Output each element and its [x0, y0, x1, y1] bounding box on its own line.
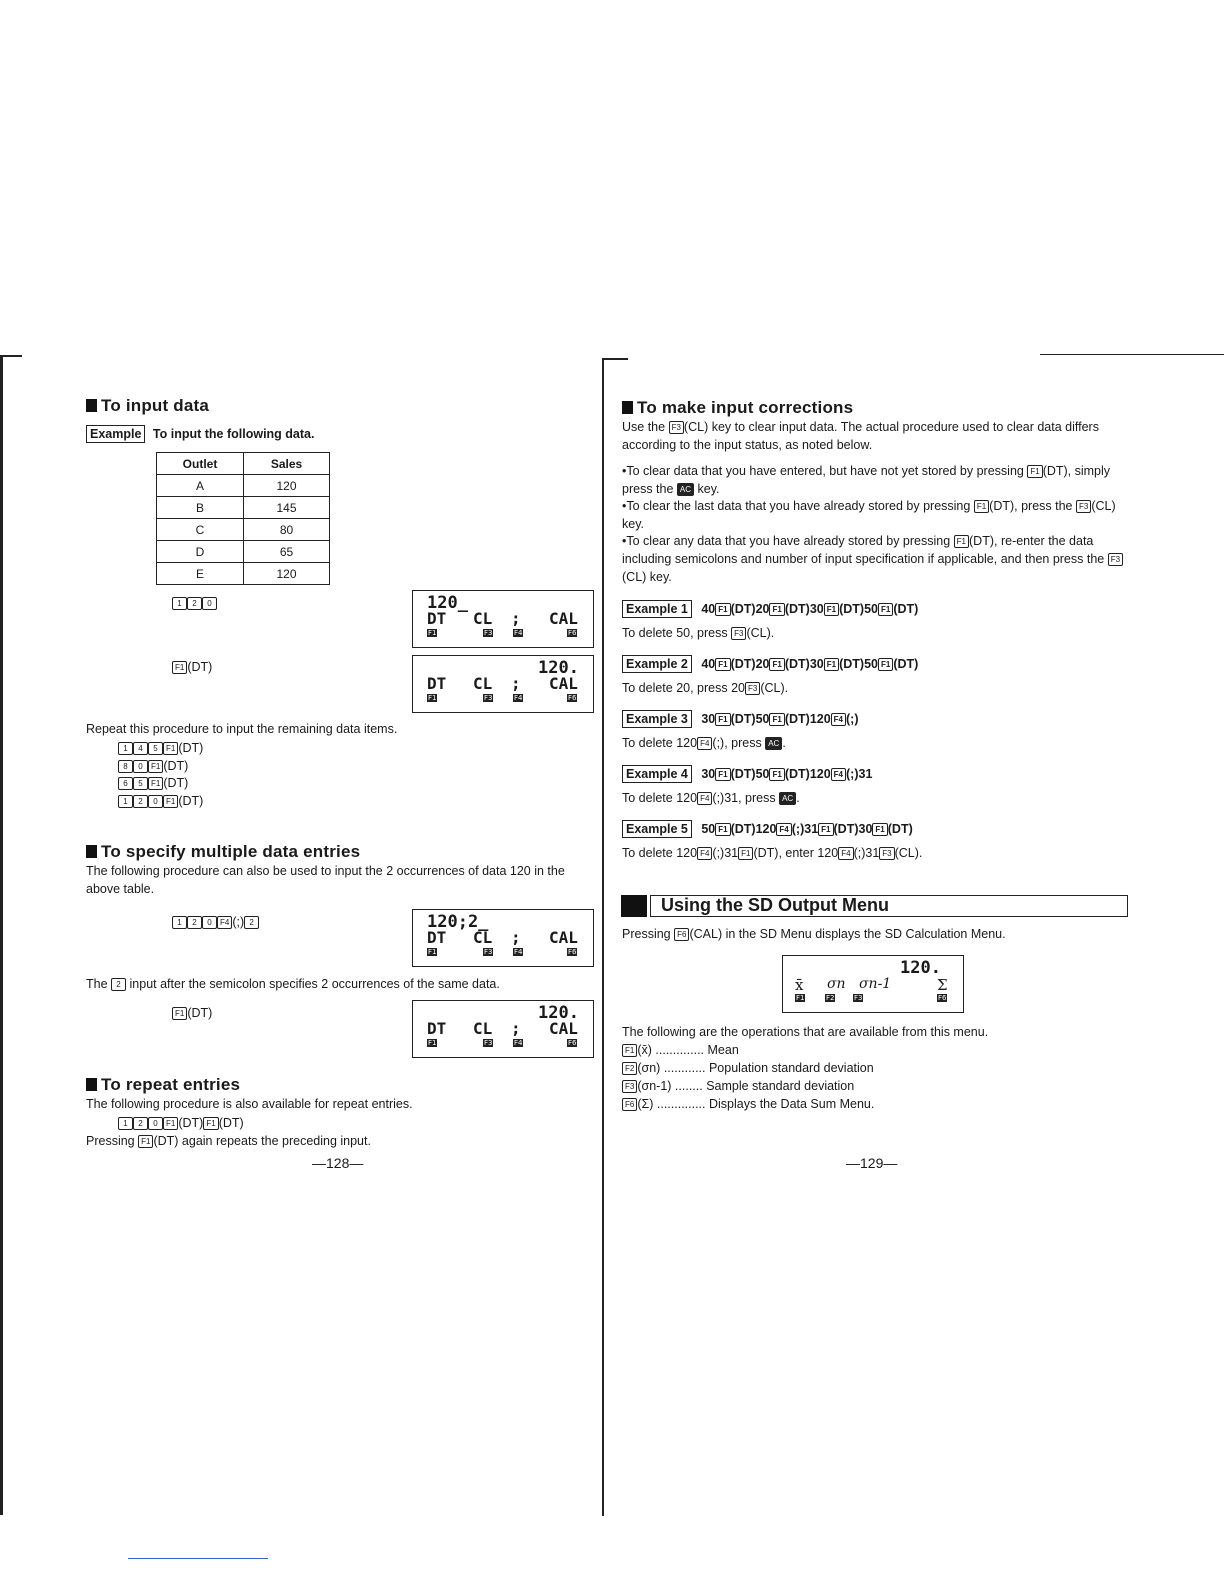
sd-intro-post: (CAL) in the SD Menu displays the SD Calculation Menu. [689, 927, 1006, 941]
operation-desc: Mean [707, 1043, 739, 1057]
sequence-text: (DT)50 [730, 712, 770, 726]
operation-desc: Population standard deviation [708, 1061, 874, 1075]
lcd-line1: 120. [538, 658, 579, 678]
keystroke-f1-dt-2 [172, 1004, 212, 1022]
sequence-text: (;), press [712, 736, 766, 750]
key-f1-icon: F1 [715, 658, 730, 671]
page-number-left: —128— [312, 1155, 364, 1171]
lcd-f1-icon: F1 [428, 1039, 437, 1047]
sequence-text: To delete 120 [622, 736, 698, 750]
lcd-f1-icon: F1 [428, 629, 437, 637]
example-sequence [701, 822, 912, 836]
heading-text: To specify multiple data entries [101, 842, 361, 861]
key-f3-icon: F3 [745, 682, 760, 695]
right-top-line [1040, 354, 1224, 355]
center-top-corner [602, 358, 628, 360]
left-binding-line [0, 355, 3, 1515]
heading-corrections [622, 398, 853, 418]
key-f3: F3 [1108, 553, 1123, 566]
lcd-f3-icon: F3 [484, 694, 493, 702]
key-f1-icon: F1 [818, 823, 833, 836]
press-pre: Pressing [86, 1134, 135, 1148]
key-f1-icon: F1 [715, 768, 730, 781]
lcd-f3-icon: F3 [484, 1039, 493, 1047]
table-cell: 120 [244, 475, 330, 497]
sequence-text: (DT)20 [730, 657, 770, 671]
key-1: 1 [172, 916, 187, 929]
table-cell: D [157, 541, 244, 563]
example-2-delete [622, 679, 788, 697]
key-f4-icon: F4 [838, 847, 853, 860]
keystroke-multiple [172, 913, 259, 931]
key-f1-icon: F1 [769, 603, 784, 616]
sequence-text: (DT) [893, 657, 919, 671]
sequence-text: 30 [701, 767, 716, 781]
key-0: 0 [148, 795, 163, 808]
table-header-outlet: Outlet [157, 453, 244, 475]
key-f1-icon: F1 [769, 713, 784, 726]
operation-row-sample [622, 1077, 854, 1095]
lcd-f3-icon: F3 [484, 948, 493, 956]
repeat-row-1 [118, 739, 203, 757]
lcd-menu-cl: CL [473, 674, 493, 693]
left-top-corner [0, 355, 22, 357]
key-f4-icon: F4 [776, 823, 791, 836]
heading-multiple-entries [86, 842, 360, 862]
key-f4: F4 [217, 916, 232, 929]
pressing-again-text [86, 1132, 371, 1150]
lcd-f6-icon: F6 [568, 1039, 577, 1047]
operation-name: (σn) [637, 1061, 661, 1075]
sequence-text: (DT)120 [784, 767, 831, 781]
operation-name: (x̄) [637, 1043, 652, 1057]
page-number-right: —129— [846, 1155, 898, 1171]
key-f1: F1 [163, 795, 178, 808]
lcd-f3-icon: F3 [854, 994, 863, 1002]
key-6: 6 [118, 777, 133, 790]
example-line [86, 425, 314, 443]
table-header-sales: Sales [244, 453, 330, 475]
lcd-display-1 [412, 590, 594, 648]
repeat-row-2 [118, 757, 188, 775]
sequence-text: (DT)120 [730, 822, 777, 836]
sequence-text: To delete 50, press [622, 626, 732, 640]
table-row [157, 475, 330, 497]
bullet-text: (CL) key. [622, 499, 1116, 531]
sequence-text: (CL). [894, 846, 923, 860]
example-4-delete [622, 789, 800, 807]
lcd-line1: 120_ [427, 593, 468, 613]
key-f1: F1 [138, 1135, 153, 1148]
lcd-display-3 [412, 909, 594, 967]
key-f6: F6 [674, 928, 689, 941]
press-post: (DT) again repeats the preceding input. [153, 1134, 371, 1148]
example-label: Example [86, 425, 145, 443]
key-2: 2 [133, 795, 148, 808]
sequence-text: (DT)50 [730, 767, 770, 781]
bullet-text: •To clear any data that you have already stored by pressing [622, 534, 951, 548]
note-pre: The [86, 977, 108, 991]
lcd-display-4 [412, 1000, 594, 1058]
sequence-text: 40 [701, 602, 716, 616]
center-fold-line [602, 358, 604, 1516]
sequence-text: (;)31, press [712, 791, 780, 805]
key-0: 0 [148, 1117, 163, 1130]
operations-intro: The following are the operations that are available from this menu. [622, 1025, 989, 1039]
lcd-f4-icon: F4 [514, 1039, 523, 1047]
sequence-text: (DT), enter 120 [753, 846, 839, 860]
heading-text: To make input corrections [637, 398, 854, 417]
key-f1: F1 [163, 1117, 178, 1130]
key-f3: F3 [622, 1080, 637, 1093]
lcd-menu-semicolon: ; [511, 1019, 521, 1038]
sd-heading-text: Using the SD Output Menu [661, 895, 889, 915]
sequence-text: 40 [701, 657, 716, 671]
sd-heading-block-icon [621, 895, 647, 917]
corrections-intro [622, 418, 1134, 454]
key-f1-icon: F1 [878, 658, 893, 671]
key-1: 1 [118, 742, 133, 755]
keystroke-f1-dt [172, 658, 212, 676]
bottom-link-line [128, 1558, 268, 1559]
sequence-text: . [782, 736, 786, 750]
example-text: To input the following data. [152, 427, 315, 441]
lcd-line1: 120;2_ [427, 912, 489, 932]
sequence-text: To delete 20, press 20 [622, 681, 745, 695]
key-4: 4 [133, 742, 148, 755]
operation-dots: ........ [671, 1079, 707, 1093]
bullet-3 [622, 532, 1134, 586]
key-suffix: (DT) [178, 794, 204, 808]
lcd-menu-semicolon: ; [511, 928, 521, 947]
key-suffix: (DT) [187, 1006, 213, 1020]
lcd-line1: 120. [538, 1003, 579, 1023]
key-f1-icon: F1 [715, 603, 730, 616]
sequence-text: (DT)50 [839, 602, 878, 616]
intro-pre: Use the [622, 420, 666, 434]
sequence-text: 30 [701, 712, 716, 726]
lcd-f6-icon: F6 [568, 629, 577, 637]
sequence-text: (DT) [887, 822, 913, 836]
sequence-text: To delete 120 [622, 846, 698, 860]
key-f1: F1 [1027, 465, 1042, 478]
lcd-menu-dt: DT [427, 928, 447, 947]
example-label: Example 5 [622, 820, 692, 838]
key-semicolon-label: (;) [232, 915, 245, 929]
keystroke-repeat [118, 1114, 244, 1132]
key-f1-icon: F1 [878, 603, 893, 616]
table-cell: 145 [244, 497, 330, 519]
operation-name: (Σ) [637, 1097, 654, 1111]
sequence-text: (;)31 [791, 822, 819, 836]
key-f3: F3 [1076, 500, 1091, 513]
sequence-text: To delete 120 [622, 791, 698, 805]
keystroke-120 [172, 594, 217, 612]
example-1-delete [622, 624, 774, 642]
example-1 [622, 600, 918, 618]
table-row [157, 519, 330, 541]
sequence-text: (CL). [760, 681, 789, 695]
key-1: 1 [118, 795, 133, 808]
key-f1-icon: F1 [715, 713, 730, 726]
lcd-f6-icon: F6 [938, 994, 947, 1002]
table-cell: 120 [244, 563, 330, 585]
example-label: Example 3 [622, 710, 692, 728]
operation-dots: .............. [651, 1043, 708, 1057]
lcd-menu-cal: CAL [549, 609, 578, 628]
note-post: input after the semicolon specifies 2 occurrences of the same data. [129, 977, 500, 991]
key-suffix: (DT) [163, 759, 189, 773]
sequence-text: 50 [701, 822, 716, 836]
key-f1: F1 [622, 1044, 637, 1057]
key-8: 8 [118, 760, 133, 773]
key-2: 2 [133, 1117, 148, 1130]
key-f3-icon: F3 [731, 627, 746, 640]
repeat-row-4 [118, 792, 203, 810]
bullet-2 [622, 497, 1134, 533]
key-f1: F1 [172, 1007, 187, 1020]
table-cell: C [157, 519, 244, 541]
key-ac-icon: AC [765, 737, 782, 750]
heading-square-icon [86, 845, 97, 858]
sequence-text: (DT)30 [784, 602, 824, 616]
sequence-text: (DT)30 [784, 657, 824, 671]
bullet-text: •To clear the last data that you have already stored by pressing [622, 499, 971, 513]
key-f4-icon: F4 [697, 737, 712, 750]
heading-repeat-entries [86, 1075, 240, 1095]
lcd-menu-dt: DT [427, 674, 447, 693]
sequence-text: (;)31 [846, 767, 873, 781]
lcd-f1-icon: F1 [428, 694, 437, 702]
heading-input-data [86, 396, 209, 416]
sd-heading-box [650, 895, 1128, 917]
key-ac: AC [677, 483, 694, 496]
key-0: 0 [202, 916, 217, 929]
lcd-menu-semicolon: ; [511, 609, 521, 628]
table-header-row [157, 453, 330, 475]
key-2: 2 [244, 916, 259, 929]
key-f4-icon: F4 [831, 713, 846, 726]
example-label: Example 4 [622, 765, 692, 783]
intro-post: (CL) key to clear input data. The actual procedure used to clear data differs according to the input status, as noted below. [622, 420, 1099, 452]
example-3 [622, 710, 859, 728]
sequence-text: (;)31 [853, 846, 880, 860]
example-label: Example 1 [622, 600, 692, 618]
key-f4-icon: F4 [697, 847, 712, 860]
bullet-text: key. [697, 482, 720, 496]
operation-desc: Sample standard deviation [706, 1079, 855, 1093]
key-f1-icon: F1 [824, 658, 839, 671]
table-cell: A [157, 475, 244, 497]
lcd-menu-cl: CL [473, 609, 493, 628]
table-row [157, 497, 330, 519]
key-f1: F1 [954, 535, 969, 548]
key-f4-icon: F4 [697, 792, 712, 805]
operation-dots: .............. [653, 1097, 709, 1111]
key-f1-icon: F1 [872, 823, 887, 836]
key-suffix: (DT) [178, 1116, 204, 1130]
key-f3-icon: F3 [879, 847, 894, 860]
table-row [157, 563, 330, 585]
lcd-menu-cl: CL [473, 1019, 493, 1038]
key-0: 0 [133, 760, 148, 773]
operation-desc: Displays the Data Sum Menu. [708, 1097, 875, 1111]
operation-name: (σn-1) [637, 1079, 672, 1093]
lcd-menu-sum: Σ [937, 976, 948, 994]
key-f1-icon: F1 [824, 603, 839, 616]
key-f1: F1 [148, 760, 163, 773]
key-f1-icon: F1 [769, 768, 784, 781]
key-f4-icon: F4 [831, 768, 846, 781]
lcd-f4-icon: F4 [514, 948, 523, 956]
heading-text: To repeat entries [101, 1075, 241, 1094]
lcd-display-sd [782, 955, 964, 1013]
key-0: 0 [202, 597, 217, 610]
example-sequence [701, 712, 858, 726]
lcd-menu-sigma-n: σn [827, 976, 846, 992]
operation-dots: ............ [660, 1061, 709, 1075]
key-f1-icon: F1 [738, 847, 753, 860]
key-2: 2 [187, 916, 202, 929]
key-f1-icon: F1 [715, 823, 730, 836]
key-1: 1 [118, 1117, 133, 1130]
lcd-display-2 [412, 655, 594, 713]
bullet-text: •To clear data that you have entered, but have not yet stored by pressing [622, 464, 1024, 478]
sequence-text: (;) [846, 712, 859, 726]
key-f1: F1 [148, 777, 163, 790]
sequence-text: . [796, 791, 800, 805]
heading-square-icon [86, 1078, 97, 1091]
sequence-text: (CL). [746, 626, 775, 640]
operation-row-sum [622, 1095, 874, 1113]
key-5: 5 [148, 742, 163, 755]
key-2: 2 [187, 597, 202, 610]
lcd-f6-icon: F6 [568, 694, 577, 702]
lcd-menu-sigma-n1: σn-1 [859, 976, 892, 992]
key-5: 5 [133, 777, 148, 790]
lcd-menu-semicolon: ; [511, 674, 521, 693]
operation-row-population [622, 1059, 874, 1077]
bullet-1 [622, 462, 1134, 498]
key-ac-icon: AC [779, 792, 796, 805]
table-row [157, 541, 330, 563]
table-cell: E [157, 563, 244, 585]
sequence-text: (;)31 [712, 846, 739, 860]
lcd-menu-cal: CAL [549, 1019, 578, 1038]
heading-text: To input data [101, 396, 210, 415]
sequence-text: (DT)120 [784, 712, 831, 726]
example-sequence [701, 767, 872, 781]
bullet-text: (DT), simply press the [622, 464, 1111, 496]
bullet-text: (DT), re-enter the data including semicolons and number of input specification if applicable, and then press the [622, 534, 1105, 566]
lcd-line1: 120. [900, 958, 941, 978]
heading-square-icon [622, 401, 633, 414]
lcd-f6-icon: F6 [568, 948, 577, 956]
key-suffix: (DT) [178, 741, 204, 755]
repeat-procedure-text: Repeat this procedure to input the remaining data items. [86, 722, 398, 736]
sequence-text: (DT)50 [839, 657, 878, 671]
key-suffix: (DT) [187, 660, 213, 674]
lcd-f2-icon: F2 [826, 994, 835, 1002]
outlet-sales-table [156, 452, 330, 585]
table-cell: 65 [244, 541, 330, 563]
lcd-f3-icon: F3 [484, 629, 493, 637]
lcd-f4-icon: F4 [514, 629, 523, 637]
sequence-text: (DT)20 [730, 602, 770, 616]
lcd-f1-icon: F1 [796, 994, 805, 1002]
heading-square-icon [86, 399, 97, 412]
sequence-text: (DT)30 [833, 822, 873, 836]
key-suffix: (DT) [218, 1116, 244, 1130]
key-f2: F2 [622, 1062, 637, 1075]
key-suffix: (DT) [163, 776, 189, 790]
sd-intro [622, 925, 1006, 943]
key-2: 2 [111, 978, 126, 991]
bullet-text: (CL) key. [622, 570, 672, 584]
key-f1: F1 [974, 500, 989, 513]
table-cell: 80 [244, 519, 330, 541]
key-f6: F6 [622, 1098, 637, 1111]
key-f1: F1 [203, 1117, 218, 1130]
sd-intro-pre: Pressing [622, 927, 671, 941]
example-4 [622, 765, 872, 783]
example-sequence [701, 657, 918, 671]
repeat-row-3 [118, 774, 188, 792]
operation-row-mean [622, 1041, 739, 1059]
example-sequence [701, 602, 918, 616]
lcd-menu-cal: CAL [549, 674, 578, 693]
lcd-menu-mean: x̄ [795, 976, 804, 994]
key-f1: F1 [163, 742, 178, 755]
example-3-delete [622, 734, 786, 752]
repeat-entries-text: The following procedure is also available for repeat entries. [86, 1097, 413, 1111]
example-5-delete [622, 844, 922, 862]
example-label: Example 2 [622, 655, 692, 673]
lcd-f4-icon: F4 [514, 694, 523, 702]
lcd-f1-icon: F1 [428, 948, 437, 956]
key-f1-icon: F1 [769, 658, 784, 671]
key-f1: F1 [172, 661, 187, 674]
semicolon-note [86, 975, 500, 993]
example-5 [622, 820, 913, 838]
lcd-menu-dt: DT [427, 1019, 447, 1038]
key-f3: F3 [669, 421, 684, 434]
lcd-menu-cl: CL [473, 928, 493, 947]
key-1: 1 [172, 597, 187, 610]
multiple-text: The following procedure can also be used to input the 2 occurrences of data 120 in the above table. [86, 864, 565, 896]
lcd-menu-dt: DT [427, 609, 447, 628]
sequence-text: (DT) [893, 602, 919, 616]
lcd-menu-cal: CAL [549, 928, 578, 947]
bullet-text: (DT), press the [989, 499, 1073, 513]
example-2 [622, 655, 918, 673]
table-cell: B [157, 497, 244, 519]
